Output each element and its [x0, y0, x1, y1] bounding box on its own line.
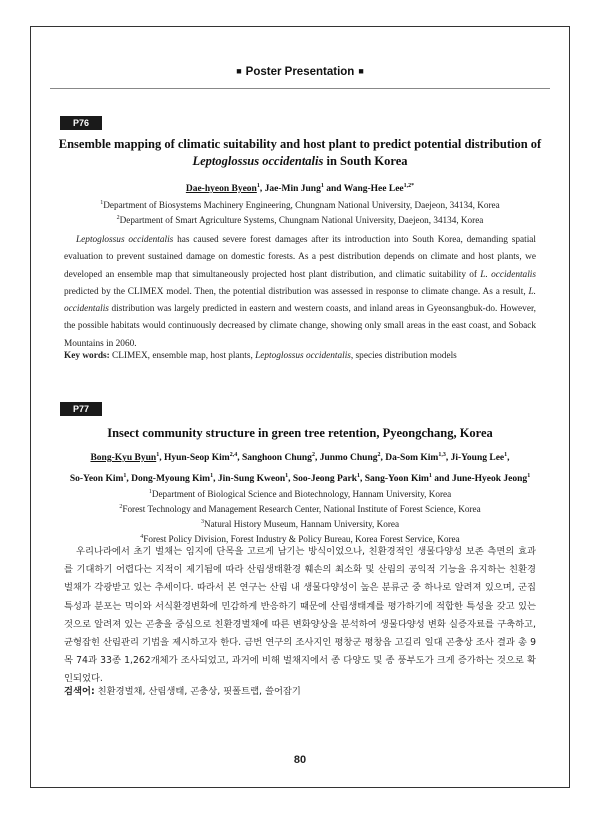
author-list: Dae-hyeon Byeon$^1$, Jae-Min Jung$^1$ and Wang-Hee Lee$^{1,2*}$: [185, 183, 415, 195]
page-number: 80: [293, 754, 307, 766]
affiliation: $^1$Department of Biosystems Machinery Engineering, Chungnam National University, Daejeon, 34134, Korea: [100, 200, 500, 211]
poster-title: Insect community structure in green tree retention, Pyeongchang, Korea: [107, 426, 493, 440]
affiliation: $^1$Department of Biological Science and Biotechnology, Hannam University, Korea: [148, 489, 452, 500]
affiliation: $^4$Forest Policy Division, Forest Industry & Policy Bureau, Korea Forest Service, Korea: [140, 534, 460, 545]
section-header-label: Poster Presentation: [245, 66, 355, 78]
affiliation-list: [58, 197, 542, 227]
poster-id-badge: P77: [60, 402, 102, 416]
section-header: [0, 66, 600, 78]
poster-title: Ensemble mapping of climatic suitability and host plant to predict potential distribution of Leptoglossus occidentalis in South Korea: [58, 137, 542, 168]
square-bullet-icon: ■: [358, 66, 364, 76]
header-divider: [50, 88, 550, 89]
keywords: 검색어: 친환경벌채, 산림생태, 곤충상, 핏폴트랩, 쓸어잡기: [64, 686, 301, 697]
affiliation: $^3$Natural History Museum, Hannam University, Korea: [200, 519, 400, 530]
abstract: Leptoglossus occidentalis has caused severe forest damages after its introduction into South Korea, demanding spatial evaluation to prevent sustained damage on domestic forests. As a pest distribution depends on climate and host plants, we developed an ensemble map that simultaneously projected host plant distribution, and climatic suitability of L. occidentalis predicted by the CLIMEX model. Then, the potential distribution was assessed in response to climate change. As a result, L. occidentalis distribution was largely predicted in eastern and western coasts, and inland areas in Gyeonsangbuk-do. However, the possible habitats would continuously decreased by climate change, showing only small areas in the east coast, and Soback Mountains in 2060.: [64, 235, 536, 349]
affiliation-list: [58, 486, 542, 546]
poster-id-badge: P76: [60, 116, 102, 130]
author-list: [58, 448, 542, 487]
affiliation: $^2$Forest Technology and Management Research Center, National Institute of Forest Science, Korea: [119, 504, 481, 515]
abstract: 우리나라에서 초기 벌채는 임지에 단목을 고르게 남기는 방식이었으나, 친환경적인 생물다양성 보존 측면의 효과를 기대하기 어렵다는 지적이 제기됨에 따라 산림생태환경 훼손의 최소화 및 산림의 공익적 기능을 유지하는 친환경벌채가 각광받고 있는 추세이다. 따라서 본 연구는 산림 내 생물다양성이 높은 분류군 중 하나로 알려져 있으며, 군집 특성과 분포는 먹이와 서식환경변화에 민감하게 반응하기 때문에 산림생태계를 평가하기에 적합한 특성을 갖고 있는 것으로 알려져 있는 곤충을 중심으로 친환경벌채에 따른 변화양상을 분석하여 생물다양성 변화 실증자료를 구축하고, 균형잡힌 산림관리 기법을 제시하고자 한다. 금번 연구의 조사지인 평창군 평창읍 고길리 일대 곤충상 조사 결과 총 9목 74과 33종 1,262개체가 조사되었고, 과거에 비해 벌채지에서 종 다양도 및 종 풍부도가 크게 증가하는 것으로 확인되었다.: [64, 546, 536, 685]
author-line: Bong-Kyu Byun$^1$, Hyun-Seop Kim$^{2,4}$, Sanghoon Chung$^2$, Junmo Chung$^2$, Da-Som Kim$^{1,3}$, Ji-Young Lee$^1$,: [90, 452, 510, 464]
affiliation: $^2$Department of Smart Agriculture Systems, Chungnam National University, Daejeon, 34134, Korea: [116, 215, 484, 226]
author-line: So-Yeon Kim$^1$, Dong-Myoung Kim$^1$, Jin-Sung Kweon$^1$, Soo-Jeong Park$^1$, Sang-Yoon Kim$^1$ and June-Hyeok Jeong$^1$: [69, 473, 531, 485]
keywords: Key words: CLIMEX, ensemble map, host plants, Leptoglossus occidentalis, species distribution models: [64, 351, 457, 361]
square-bullet-icon: ■: [236, 66, 242, 76]
